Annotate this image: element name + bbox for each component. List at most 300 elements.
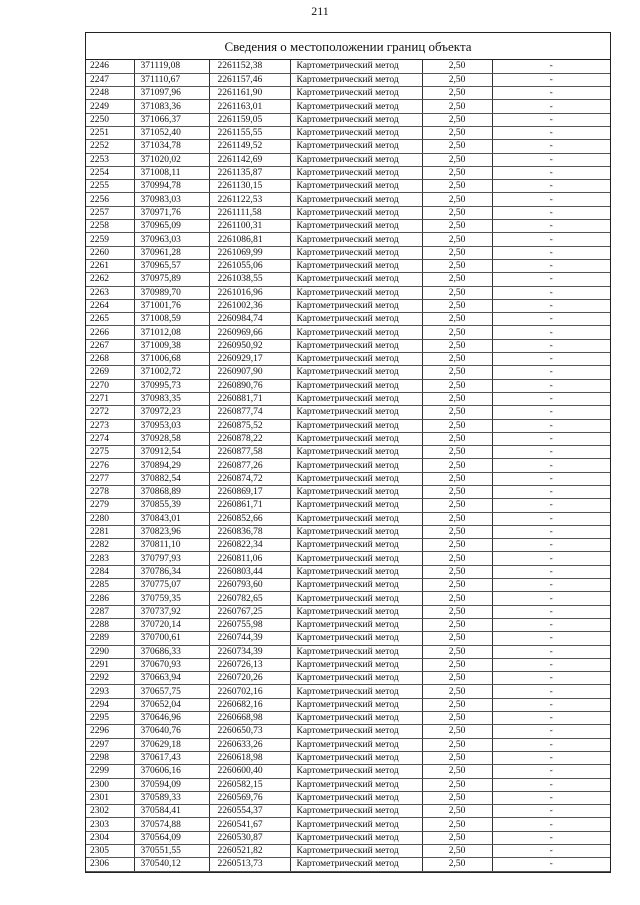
point-number-cell: 2292: [86, 672, 134, 685]
x-coordinate-cell: 370953,03: [134, 419, 209, 432]
table-row: [86, 366, 610, 379]
table-row: [86, 87, 610, 100]
precision-cell: 2,50: [422, 419, 492, 432]
precision-cell: 2,50: [422, 313, 492, 326]
x-coordinate-cell: 370823,96: [134, 525, 209, 538]
x-coordinate-cell: 370589,33: [134, 791, 209, 804]
precision-cell: 2,50: [422, 60, 492, 73]
point-number-cell: 2299: [86, 765, 134, 778]
precision-cell: 2,50: [422, 73, 492, 86]
y-coordinate-cell: 2260803,44: [209, 565, 290, 578]
method-cell: Картометрический метод: [290, 313, 422, 326]
x-coordinate-cell: 370975,89: [134, 273, 209, 286]
y-coordinate-cell: 2261100,31: [209, 220, 290, 233]
method-cell: Картометрический метод: [290, 738, 422, 751]
method-cell: Картометрический метод: [290, 658, 422, 671]
description-cell: -: [492, 193, 610, 206]
table-row: [86, 539, 610, 552]
method-cell: Картометрический метод: [290, 113, 422, 126]
x-coordinate-cell: 370995,73: [134, 379, 209, 392]
x-coordinate-cell: 370989,70: [134, 286, 209, 299]
precision-cell: 2,50: [422, 845, 492, 858]
point-number-cell: 2247: [86, 73, 134, 86]
description-cell: -: [492, 632, 610, 645]
method-cell: Картометрический метод: [290, 246, 422, 259]
table-row: [86, 698, 610, 711]
description-cell: -: [492, 658, 610, 671]
description-cell: -: [492, 579, 610, 592]
method-cell: Картометрический метод: [290, 672, 422, 685]
method-cell: Картометрический метод: [290, 379, 422, 392]
precision-cell: 2,50: [422, 499, 492, 512]
x-coordinate-cell: 370983,03: [134, 193, 209, 206]
precision-cell: 2,50: [422, 87, 492, 100]
point-number-cell: 2300: [86, 778, 134, 791]
method-cell: Картометрический метод: [290, 259, 422, 272]
y-coordinate-cell: 2260875,52: [209, 419, 290, 432]
precision-cell: 2,50: [422, 486, 492, 499]
point-number-cell: 2282: [86, 539, 134, 552]
description-cell: -: [492, 685, 610, 698]
method-cell: Картометрический метод: [290, 778, 422, 791]
point-number-cell: 2280: [86, 512, 134, 525]
table-row: [86, 486, 610, 499]
method-cell: Картометрический метод: [290, 166, 422, 179]
method-cell: Картометрический метод: [290, 100, 422, 113]
y-coordinate-cell: 2260726,13: [209, 658, 290, 671]
description-cell: -: [492, 565, 610, 578]
x-coordinate-cell: 370971,76: [134, 206, 209, 219]
method-cell: Картометрический метод: [290, 180, 422, 193]
y-coordinate-cell: 2260878,22: [209, 432, 290, 445]
y-coordinate-cell: 2261086,81: [209, 233, 290, 246]
y-coordinate-cell: 2261016,96: [209, 286, 290, 299]
method-cell: Картометрический метод: [290, 858, 422, 871]
table-row: [86, 552, 610, 565]
method-cell: Картометрический метод: [290, 392, 422, 405]
precision-cell: 2,50: [422, 818, 492, 831]
y-coordinate-cell: 2260877,74: [209, 406, 290, 419]
table-row: [86, 313, 610, 326]
table-row: [86, 618, 610, 631]
point-number-cell: 2267: [86, 339, 134, 352]
x-coordinate-cell: 370663,94: [134, 672, 209, 685]
point-number-cell: 2252: [86, 140, 134, 153]
x-coordinate-cell: 371002,72: [134, 366, 209, 379]
point-number-cell: 2279: [86, 499, 134, 512]
y-coordinate-cell: 2260668,98: [209, 712, 290, 725]
y-coordinate-cell: 2260521,82: [209, 845, 290, 858]
table-row: [86, 738, 610, 751]
precision-cell: 2,50: [422, 153, 492, 166]
precision-cell: 2,50: [422, 100, 492, 113]
method-cell: Картометрический метод: [290, 87, 422, 100]
table-row: [86, 712, 610, 725]
table-row: [86, 406, 610, 419]
page-number: 211: [311, 4, 329, 18]
x-coordinate-cell: 371083,36: [134, 100, 209, 113]
y-coordinate-cell: 2260877,58: [209, 446, 290, 459]
precision-cell: 2,50: [422, 805, 492, 818]
point-number-cell: 2284: [86, 565, 134, 578]
method-cell: Картометрический метод: [290, 73, 422, 86]
point-number-cell: 2258: [86, 220, 134, 233]
x-coordinate-cell: 370652,04: [134, 698, 209, 711]
description-cell: -: [492, 113, 610, 126]
y-coordinate-cell: 2260720,26: [209, 672, 290, 685]
description-cell: -: [492, 845, 610, 858]
x-coordinate-cell: 371119,08: [134, 60, 209, 73]
x-coordinate-cell: 370894,29: [134, 459, 209, 472]
table-row: [86, 579, 610, 592]
y-coordinate-cell: 2260890,76: [209, 379, 290, 392]
x-coordinate-cell: 370963,03: [134, 233, 209, 246]
point-number-cell: 2289: [86, 632, 134, 645]
description-cell: -: [492, 246, 610, 259]
x-coordinate-cell: 370629,18: [134, 738, 209, 751]
x-coordinate-cell: 371012,08: [134, 326, 209, 339]
point-number-cell: 2256: [86, 193, 134, 206]
method-cell: Картометрический метод: [290, 286, 422, 299]
method-cell: Картометрический метод: [290, 805, 422, 818]
x-coordinate-cell: 370912,54: [134, 446, 209, 459]
method-cell: Картометрический метод: [290, 685, 422, 698]
precision-cell: 2,50: [422, 180, 492, 193]
method-cell: Картометрический метод: [290, 765, 422, 778]
method-cell: Картометрический метод: [290, 632, 422, 645]
precision-cell: 2,50: [422, 525, 492, 538]
method-cell: Картометрический метод: [290, 446, 422, 459]
precision-cell: 2,50: [422, 193, 492, 206]
table-row: [86, 379, 610, 392]
description-cell: -: [492, 406, 610, 419]
point-number-cell: 2301: [86, 791, 134, 804]
x-coordinate-cell: 370759,35: [134, 592, 209, 605]
method-cell: Картометрический метод: [290, 459, 422, 472]
x-coordinate-cell: 370928,58: [134, 432, 209, 445]
description-cell: -: [492, 73, 610, 86]
description-cell: -: [492, 233, 610, 246]
y-coordinate-cell: 2260782,65: [209, 592, 290, 605]
description-cell: -: [492, 472, 610, 485]
table-row: [86, 672, 610, 685]
table-row: [86, 805, 610, 818]
x-coordinate-cell: 371001,76: [134, 299, 209, 312]
table-row: [86, 246, 610, 259]
point-number-cell: 2266: [86, 326, 134, 339]
x-coordinate-cell: 370786,34: [134, 565, 209, 578]
x-coordinate-cell: 371020,02: [134, 153, 209, 166]
table-row: [86, 299, 610, 312]
method-cell: Картометрический метод: [290, 751, 422, 764]
table-row: [86, 751, 610, 764]
precision-cell: 2,50: [422, 166, 492, 179]
y-coordinate-cell: 2260600,40: [209, 765, 290, 778]
method-cell: Картометрический метод: [290, 618, 422, 631]
description-cell: -: [492, 499, 610, 512]
coordinates-table-body: [86, 60, 610, 871]
x-coordinate-cell: 370961,28: [134, 246, 209, 259]
point-number-cell: 2270: [86, 379, 134, 392]
description-cell: -: [492, 738, 610, 751]
y-coordinate-cell: 2260811,06: [209, 552, 290, 565]
x-coordinate-cell: 370584,41: [134, 805, 209, 818]
precision-cell: 2,50: [422, 113, 492, 126]
method-cell: Картометрический метод: [290, 486, 422, 499]
y-coordinate-cell: 2260852,66: [209, 512, 290, 525]
table-row: [86, 326, 610, 339]
y-coordinate-cell: 2260755,98: [209, 618, 290, 631]
precision-cell: 2,50: [422, 685, 492, 698]
point-number-cell: 2261: [86, 259, 134, 272]
point-number-cell: 2257: [86, 206, 134, 219]
point-number-cell: 2274: [86, 432, 134, 445]
table-row: [86, 499, 610, 512]
table-row: [86, 791, 610, 804]
description-cell: -: [492, 618, 610, 631]
x-coordinate-cell: 371034,78: [134, 140, 209, 153]
table-row: [86, 392, 610, 405]
description-cell: -: [492, 432, 610, 445]
method-cell: Картометрический метод: [290, 353, 422, 366]
method-cell: Картометрический метод: [290, 565, 422, 578]
table-row: [86, 180, 610, 193]
table-row: [86, 419, 610, 432]
precision-cell: 2,50: [422, 233, 492, 246]
description-cell: -: [492, 60, 610, 73]
precision-cell: 2,50: [422, 658, 492, 671]
table-row: [86, 525, 610, 538]
precision-cell: 2,50: [422, 366, 492, 379]
precision-cell: 2,50: [422, 220, 492, 233]
x-coordinate-cell: 370657,75: [134, 685, 209, 698]
precision-cell: 2,50: [422, 698, 492, 711]
description-cell: -: [492, 672, 610, 685]
method-cell: Картометрический метод: [290, 419, 422, 432]
x-coordinate-cell: 370965,09: [134, 220, 209, 233]
x-coordinate-cell: 370775,07: [134, 579, 209, 592]
table-row: [86, 512, 610, 525]
table-row: [86, 113, 610, 126]
point-number-cell: 2276: [86, 459, 134, 472]
y-coordinate-cell: 2260702,16: [209, 685, 290, 698]
point-number-cell: 2297: [86, 738, 134, 751]
method-cell: Картометрический метод: [290, 725, 422, 738]
method-cell: Картометрический метод: [290, 525, 422, 538]
point-number-cell: 2249: [86, 100, 134, 113]
point-number-cell: 2303: [86, 818, 134, 831]
description-cell: -: [492, 379, 610, 392]
description-cell: -: [492, 153, 610, 166]
y-coordinate-cell: 2260650,73: [209, 725, 290, 738]
point-number-cell: 2305: [86, 845, 134, 858]
precision-cell: 2,50: [422, 831, 492, 844]
description-cell: -: [492, 858, 610, 871]
description-cell: -: [492, 605, 610, 618]
point-number-cell: 2275: [86, 446, 134, 459]
x-coordinate-cell: 370606,16: [134, 765, 209, 778]
table-row: [86, 845, 610, 858]
y-coordinate-cell: 2260633,26: [209, 738, 290, 751]
precision-cell: 2,50: [422, 326, 492, 339]
y-coordinate-cell: 2261152,38: [209, 60, 290, 73]
description-cell: -: [492, 419, 610, 432]
point-number-cell: 2254: [86, 166, 134, 179]
method-cell: Картометрический метод: [290, 818, 422, 831]
precision-cell: 2,50: [422, 206, 492, 219]
y-coordinate-cell: 2260836,78: [209, 525, 290, 538]
point-number-cell: 2283: [86, 552, 134, 565]
y-coordinate-cell: 2261038,55: [209, 273, 290, 286]
x-coordinate-cell: 370564,09: [134, 831, 209, 844]
description-cell: -: [492, 512, 610, 525]
precision-cell: 2,50: [422, 406, 492, 419]
table-row: [86, 166, 610, 179]
y-coordinate-cell: 2260582,15: [209, 778, 290, 791]
method-cell: Картометрический метод: [290, 845, 422, 858]
y-coordinate-cell: 2261055,06: [209, 259, 290, 272]
point-number-cell: 2264: [86, 299, 134, 312]
point-number-cell: 2295: [86, 712, 134, 725]
precision-cell: 2,50: [422, 273, 492, 286]
point-number-cell: 2306: [86, 858, 134, 871]
table-row: [86, 685, 610, 698]
table-row: [86, 100, 610, 113]
point-number-cell: 2287: [86, 605, 134, 618]
point-number-cell: 2251: [86, 126, 134, 139]
point-number-cell: 2293: [86, 685, 134, 698]
description-cell: -: [492, 180, 610, 193]
x-coordinate-cell: 371009,38: [134, 339, 209, 352]
point-number-cell: 2290: [86, 645, 134, 658]
table-row: [86, 725, 610, 738]
description-cell: -: [492, 751, 610, 764]
x-coordinate-cell: 370843,01: [134, 512, 209, 525]
precision-cell: 2,50: [422, 565, 492, 578]
point-number-cell: 2304: [86, 831, 134, 844]
precision-cell: 2,50: [422, 339, 492, 352]
x-coordinate-cell: 370670,93: [134, 658, 209, 671]
y-coordinate-cell: 2260569,76: [209, 791, 290, 804]
precision-cell: 2,50: [422, 605, 492, 618]
precision-cell: 2,50: [422, 299, 492, 312]
description-cell: -: [492, 140, 610, 153]
precision-cell: 2,50: [422, 432, 492, 445]
method-cell: Картометрический метод: [290, 645, 422, 658]
point-number-cell: 2265: [86, 313, 134, 326]
x-coordinate-cell: 371008,11: [134, 166, 209, 179]
x-coordinate-cell: 370640,76: [134, 725, 209, 738]
method-cell: Картометрический метод: [290, 366, 422, 379]
y-coordinate-cell: 2261122,53: [209, 193, 290, 206]
x-coordinate-cell: 370994,78: [134, 180, 209, 193]
x-coordinate-cell: 370855,39: [134, 499, 209, 512]
table-row: [86, 193, 610, 206]
description-cell: -: [492, 539, 610, 552]
point-number-cell: 2248: [86, 87, 134, 100]
y-coordinate-cell: 2260767,25: [209, 605, 290, 618]
table-row: [86, 339, 610, 352]
point-number-cell: 2246: [86, 60, 134, 73]
table-row: [86, 206, 610, 219]
description-cell: -: [492, 805, 610, 818]
description-cell: -: [492, 273, 610, 286]
precision-cell: 2,50: [422, 246, 492, 259]
y-coordinate-cell: 2261002,36: [209, 299, 290, 312]
y-coordinate-cell: 2260874,72: [209, 472, 290, 485]
description-cell: -: [492, 126, 610, 139]
method-cell: Картометрический метод: [290, 512, 422, 525]
precision-cell: 2,50: [422, 379, 492, 392]
point-number-cell: 2255: [86, 180, 134, 193]
table-row: [86, 446, 610, 459]
description-cell: -: [492, 778, 610, 791]
description-cell: -: [492, 831, 610, 844]
x-coordinate-cell: 370720,14: [134, 618, 209, 631]
y-coordinate-cell: 2260969,66: [209, 326, 290, 339]
y-coordinate-cell: 2260861,71: [209, 499, 290, 512]
x-coordinate-cell: 371097,96: [134, 87, 209, 100]
description-cell: -: [492, 765, 610, 778]
method-cell: Картометрический метод: [290, 499, 422, 512]
x-coordinate-cell: 370797,93: [134, 552, 209, 565]
y-coordinate-cell: 2260877,26: [209, 459, 290, 472]
point-number-cell: 2288: [86, 618, 134, 631]
x-coordinate-cell: 370540,12: [134, 858, 209, 871]
x-coordinate-cell: 370811,10: [134, 539, 209, 552]
point-number-cell: 2298: [86, 751, 134, 764]
precision-cell: 2,50: [422, 392, 492, 405]
description-cell: -: [492, 725, 610, 738]
method-cell: Картометрический метод: [290, 605, 422, 618]
table-row: [86, 353, 610, 366]
table-row: [86, 259, 610, 272]
point-number-cell: 2278: [86, 486, 134, 499]
y-coordinate-cell: 2260950,92: [209, 339, 290, 352]
description-cell: -: [492, 339, 610, 352]
y-coordinate-cell: 2261163,01: [209, 100, 290, 113]
y-coordinate-cell: 2260929,17: [209, 353, 290, 366]
table-row: [86, 153, 610, 166]
precision-cell: 2,50: [422, 140, 492, 153]
y-coordinate-cell: 2260530,87: [209, 831, 290, 844]
method-cell: Картометрический метод: [290, 153, 422, 166]
description-cell: -: [492, 592, 610, 605]
description-cell: -: [492, 818, 610, 831]
x-coordinate-cell: 370972,23: [134, 406, 209, 419]
description-cell: -: [492, 525, 610, 538]
method-cell: Картометрический метод: [290, 233, 422, 246]
y-coordinate-cell: 2261149,52: [209, 140, 290, 153]
point-number-cell: 2269: [86, 366, 134, 379]
y-coordinate-cell: 2261111,58: [209, 206, 290, 219]
y-coordinate-cell: 2260513,73: [209, 858, 290, 871]
point-number-cell: 2277: [86, 472, 134, 485]
method-cell: Картометрический метод: [290, 698, 422, 711]
method-cell: Картометрический метод: [290, 552, 422, 565]
description-cell: -: [492, 259, 610, 272]
table-row: [86, 60, 610, 73]
description-cell: -: [492, 100, 610, 113]
y-coordinate-cell: 2261135,87: [209, 166, 290, 179]
precision-cell: 2,50: [422, 791, 492, 804]
precision-cell: 2,50: [422, 552, 492, 565]
x-coordinate-cell: 370983,35: [134, 392, 209, 405]
table-row: [86, 858, 610, 871]
x-coordinate-cell: 371008,59: [134, 313, 209, 326]
method-cell: Картометрический метод: [290, 791, 422, 804]
precision-cell: 2,50: [422, 712, 492, 725]
